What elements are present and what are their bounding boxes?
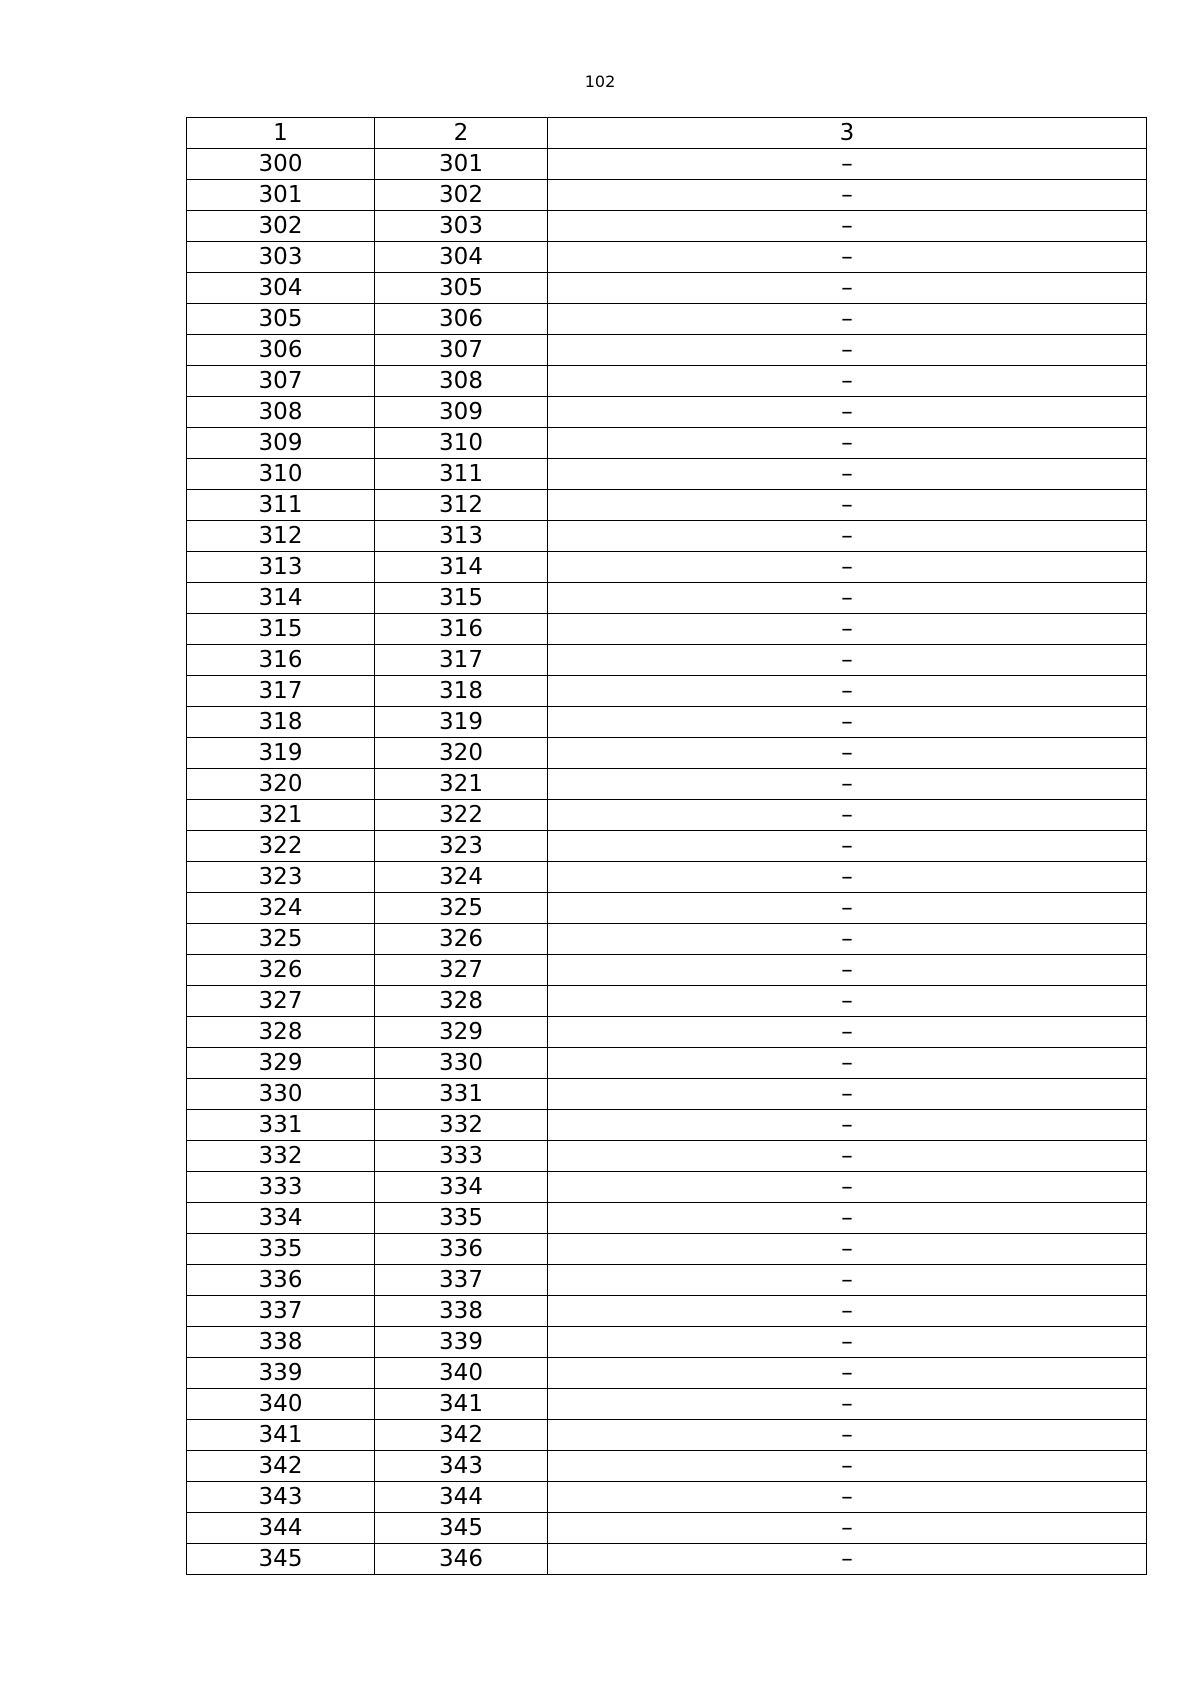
table-cell-col-1: 326 xyxy=(187,955,375,986)
table-cell-col-2: 327 xyxy=(375,955,548,986)
table-cell-col-3: – xyxy=(548,1048,1147,1079)
table-row xyxy=(187,149,1147,180)
table-row xyxy=(187,924,1147,955)
table-row xyxy=(187,583,1147,614)
table-cell-col-3: – xyxy=(548,366,1147,397)
table-cell-col-2: 328 xyxy=(375,986,548,1017)
table-cell-col-2: 337 xyxy=(375,1265,548,1296)
table-row xyxy=(187,800,1147,831)
table-body xyxy=(187,149,1147,1575)
table-cell-col-1: 334 xyxy=(187,1203,375,1234)
table-row xyxy=(187,490,1147,521)
table-cell-col-3: – xyxy=(548,1110,1147,1141)
table-cell-col-2: 303 xyxy=(375,211,548,242)
table-cell-col-1: 330 xyxy=(187,1079,375,1110)
table-cell-col-1: 312 xyxy=(187,521,375,552)
table-cell-col-1: 325 xyxy=(187,924,375,955)
table-cell-col-1: 342 xyxy=(187,1451,375,1482)
table-cell-col-2: 304 xyxy=(375,242,548,273)
table-row xyxy=(187,862,1147,893)
table-cell-col-3: – xyxy=(548,862,1147,893)
table-cell-col-3: – xyxy=(548,645,1147,676)
table-cell-col-2: 329 xyxy=(375,1017,548,1048)
table-cell-col-3: – xyxy=(548,738,1147,769)
table-cell-col-2: 320 xyxy=(375,738,548,769)
table-cell-col-1: 301 xyxy=(187,180,375,211)
table-cell-col-3: – xyxy=(548,1358,1147,1389)
table-cell-col-3: – xyxy=(548,1172,1147,1203)
table-cell-col-1: 306 xyxy=(187,335,375,366)
table-cell-col-2: 308 xyxy=(375,366,548,397)
table-row xyxy=(187,242,1147,273)
table-row xyxy=(187,273,1147,304)
table-cell-col-2: 342 xyxy=(375,1420,548,1451)
table-cell-col-2: 335 xyxy=(375,1203,548,1234)
table-row xyxy=(187,521,1147,552)
table-cell-col-1: 305 xyxy=(187,304,375,335)
table-cell-col-1: 302 xyxy=(187,211,375,242)
table-row xyxy=(187,1110,1147,1141)
table-header-row xyxy=(187,118,1147,149)
table-cell-col-3: – xyxy=(548,893,1147,924)
table-cell-col-1: 319 xyxy=(187,738,375,769)
table-cell-col-2: 318 xyxy=(375,676,548,707)
header-cell-col-2: 2 xyxy=(375,118,548,149)
table-cell-col-1: 307 xyxy=(187,366,375,397)
table-cell-col-3: – xyxy=(548,800,1147,831)
table-row xyxy=(187,1017,1147,1048)
table-row xyxy=(187,645,1147,676)
table-row xyxy=(187,1358,1147,1389)
table-cell-col-3: – xyxy=(548,335,1147,366)
table-cell-col-3: – xyxy=(548,304,1147,335)
table-cell-col-1: 341 xyxy=(187,1420,375,1451)
table-cell-col-3: – xyxy=(548,428,1147,459)
table-cell-col-3: – xyxy=(548,986,1147,1017)
table-row xyxy=(187,1296,1147,1327)
table-cell-col-1: 313 xyxy=(187,552,375,583)
table-cell-col-3: – xyxy=(548,1203,1147,1234)
table-cell-col-2: 324 xyxy=(375,862,548,893)
table-row xyxy=(187,459,1147,490)
table-cell-col-3: – xyxy=(548,242,1147,273)
table-row xyxy=(187,1451,1147,1482)
table-row xyxy=(187,335,1147,366)
table-cell-col-3: – xyxy=(548,1451,1147,1482)
table-cell-col-1: 309 xyxy=(187,428,375,459)
table-cell-col-2: 309 xyxy=(375,397,548,428)
table-cell-col-2: 332 xyxy=(375,1110,548,1141)
table-cell-col-3: – xyxy=(548,1420,1147,1451)
table-cell-col-1: 321 xyxy=(187,800,375,831)
table-cell-col-1: 311 xyxy=(187,490,375,521)
table-cell-col-3: – xyxy=(548,924,1147,955)
table-cell-col-2: 302 xyxy=(375,180,548,211)
table-cell-col-1: 314 xyxy=(187,583,375,614)
table-row xyxy=(187,1420,1147,1451)
table-row xyxy=(187,1544,1147,1575)
table-cell-col-1: 322 xyxy=(187,831,375,862)
table-cell-col-1: 303 xyxy=(187,242,375,273)
table-cell-col-2: 339 xyxy=(375,1327,548,1358)
table-header xyxy=(187,118,1147,149)
table-cell-col-3: – xyxy=(548,583,1147,614)
table-row xyxy=(187,1141,1147,1172)
table-cell-col-3: – xyxy=(548,1265,1147,1296)
table-row xyxy=(187,707,1147,738)
table-row xyxy=(187,738,1147,769)
page-number: 102 xyxy=(584,72,616,91)
table-cell-col-2: 338 xyxy=(375,1296,548,1327)
table-cell-col-1: 332 xyxy=(187,1141,375,1172)
table-cell-col-2: 316 xyxy=(375,614,548,645)
table-cell-col-2: 345 xyxy=(375,1513,548,1544)
table-cell-col-3: – xyxy=(548,614,1147,645)
table-cell-col-3: – xyxy=(548,1513,1147,1544)
table-cell-col-2: 313 xyxy=(375,521,548,552)
table-cell-col-1: 344 xyxy=(187,1513,375,1544)
table-row xyxy=(187,428,1147,459)
table-cell-col-3: – xyxy=(548,676,1147,707)
table-cell-col-1: 320 xyxy=(187,769,375,800)
table-cell-col-3: – xyxy=(548,149,1147,180)
table-cell-col-3: – xyxy=(548,1141,1147,1172)
table-cell-col-2: 336 xyxy=(375,1234,548,1265)
header-cell-col-3: 3 xyxy=(548,118,1147,149)
table-cell-col-3: – xyxy=(548,955,1147,986)
table-cell-col-1: 345 xyxy=(187,1544,375,1575)
table-row xyxy=(187,1482,1147,1513)
table-cell-col-2: 305 xyxy=(375,273,548,304)
table-row xyxy=(187,552,1147,583)
table-cell-col-3: – xyxy=(548,180,1147,211)
table-cell-col-2: 311 xyxy=(375,459,548,490)
table-row xyxy=(187,180,1147,211)
table-row xyxy=(187,955,1147,986)
table-row xyxy=(187,397,1147,428)
table-cell-col-1: 336 xyxy=(187,1265,375,1296)
table-cell-col-2: 323 xyxy=(375,831,548,862)
table-cell-col-2: 326 xyxy=(375,924,548,955)
table-row xyxy=(187,1327,1147,1358)
table-cell-col-3: – xyxy=(548,1079,1147,1110)
header-cell-col-1: 1 xyxy=(187,118,375,149)
table-cell-col-1: 338 xyxy=(187,1327,375,1358)
table-cell-col-1: 300 xyxy=(187,149,375,180)
table-cell-col-1: 343 xyxy=(187,1482,375,1513)
table-row xyxy=(187,769,1147,800)
table-cell-col-3: – xyxy=(548,273,1147,304)
table-cell-col-3: – xyxy=(548,1017,1147,1048)
table-cell-col-1: 335 xyxy=(187,1234,375,1265)
table-cell-col-1: 328 xyxy=(187,1017,375,1048)
table-cell-col-3: – xyxy=(548,1296,1147,1327)
table-row xyxy=(187,986,1147,1017)
table-cell-col-3: – xyxy=(548,1234,1147,1265)
table-row xyxy=(187,211,1147,242)
table-cell-col-1: 323 xyxy=(187,862,375,893)
table-row xyxy=(187,614,1147,645)
table-cell-col-2: 340 xyxy=(375,1358,548,1389)
table-cell-col-2: 321 xyxy=(375,769,548,800)
table-cell-col-2: 325 xyxy=(375,893,548,924)
table-cell-col-3: – xyxy=(548,397,1147,428)
table-cell-col-1: 337 xyxy=(187,1296,375,1327)
table-cell-col-1: 329 xyxy=(187,1048,375,1079)
table-row xyxy=(187,304,1147,335)
table-cell-col-1: 324 xyxy=(187,893,375,924)
table-cell-col-3: – xyxy=(548,1327,1147,1358)
table-cell-col-2: 346 xyxy=(375,1544,548,1575)
table-row xyxy=(187,1172,1147,1203)
table-cell-col-1: 316 xyxy=(187,645,375,676)
table-cell-col-1: 315 xyxy=(187,614,375,645)
table-cell-col-2: 344 xyxy=(375,1482,548,1513)
table-cell-col-2: 341 xyxy=(375,1389,548,1420)
table-cell-col-1: 304 xyxy=(187,273,375,304)
table-cell-col-3: – xyxy=(548,707,1147,738)
table-cell-col-2: 307 xyxy=(375,335,548,366)
table-row xyxy=(187,1203,1147,1234)
table-cell-col-3: – xyxy=(548,1482,1147,1513)
table-cell-col-2: 319 xyxy=(375,707,548,738)
table-row xyxy=(187,831,1147,862)
table-cell-col-1: 318 xyxy=(187,707,375,738)
table-cell-col-3: – xyxy=(548,211,1147,242)
table-cell-col-3: – xyxy=(548,831,1147,862)
table-cell-col-2: 331 xyxy=(375,1079,548,1110)
table-cell-col-1: 339 xyxy=(187,1358,375,1389)
table-cell-col-3: – xyxy=(548,490,1147,521)
table-row xyxy=(187,676,1147,707)
table-cell-col-3: – xyxy=(548,459,1147,490)
table-cell-col-1: 340 xyxy=(187,1389,375,1420)
table-cell-col-2: 330 xyxy=(375,1048,548,1079)
table-row xyxy=(187,1513,1147,1544)
table-cell-col-2: 310 xyxy=(375,428,548,459)
table-row xyxy=(187,1234,1147,1265)
table-cell-col-3: – xyxy=(548,1544,1147,1575)
table-cell-col-1: 331 xyxy=(187,1110,375,1141)
document-table xyxy=(186,117,1147,1575)
table-cell-col-2: 334 xyxy=(375,1172,548,1203)
table-cell-col-2: 306 xyxy=(375,304,548,335)
table-cell-col-1: 327 xyxy=(187,986,375,1017)
table-cell-col-2: 322 xyxy=(375,800,548,831)
table-row xyxy=(187,893,1147,924)
table-cell-col-3: – xyxy=(548,1389,1147,1420)
table-cell-col-2: 312 xyxy=(375,490,548,521)
table-cell-col-1: 317 xyxy=(187,676,375,707)
table-cell-col-2: 301 xyxy=(375,149,548,180)
table-cell-col-1: 310 xyxy=(187,459,375,490)
table-row xyxy=(187,1265,1147,1296)
table-cell-col-2: 314 xyxy=(375,552,548,583)
table-cell-col-1: 308 xyxy=(187,397,375,428)
table-cell-col-2: 343 xyxy=(375,1451,548,1482)
table-row xyxy=(187,1389,1147,1420)
table-cell-col-3: – xyxy=(548,552,1147,583)
table-cell-col-2: 333 xyxy=(375,1141,548,1172)
table-row xyxy=(187,1048,1147,1079)
table-cell-col-2: 317 xyxy=(375,645,548,676)
table-cell-col-3: – xyxy=(548,769,1147,800)
table-row xyxy=(187,1079,1147,1110)
table-cell-col-1: 333 xyxy=(187,1172,375,1203)
table-cell-col-2: 315 xyxy=(375,583,548,614)
table-row xyxy=(187,366,1147,397)
table-cell-col-3: – xyxy=(548,521,1147,552)
document-table-wrapper xyxy=(186,117,1146,1575)
